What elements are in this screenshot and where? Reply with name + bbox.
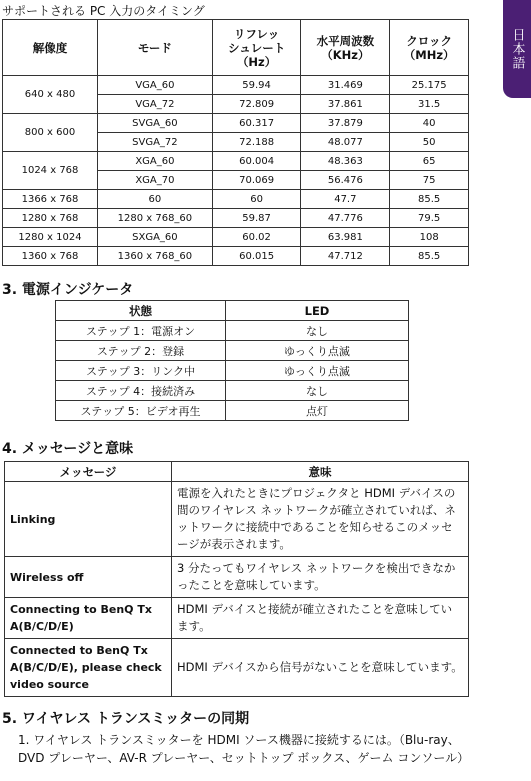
refresh-cell: 72.188 <box>212 133 301 152</box>
mode-cell: SVGA_72 <box>98 133 213 152</box>
clock-cell: 75 <box>390 171 469 190</box>
message-cell: Connecting to BenQ Tx A(B/C/D/E) <box>5 598 172 639</box>
resolution-cell: 800 x 600 <box>3 114 98 152</box>
mode-cell: 60 <box>98 190 213 209</box>
step-1-text: 1. ワイヤレス トランスミッターを HDMI ソース機器に接続するには。（Blu-ray、DVD プレーヤー、AV-R プレーヤー、セットトップ ボックス、ゲーム コンソール） <box>18 733 470 765</box>
status-cell: ステップ 5：ビデオ再生 <box>56 401 226 421</box>
horizontal-cell: 37.879 <box>301 114 390 133</box>
led-cell: ゆっくり点滅 <box>226 341 409 361</box>
horizontal-cell: 56.476 <box>301 171 390 190</box>
mode-cell: XGA_60 <box>98 152 213 171</box>
horizontal-cell: 47.7 <box>301 190 390 209</box>
clock-cell: 85.5 <box>390 190 469 209</box>
resolution-cell: 1024 x 768 <box>3 152 98 190</box>
power-indicator-table <box>55 300 409 421</box>
clock-cell: 50 <box>390 133 469 152</box>
table-row <box>56 341 409 361</box>
horizontal-cell: 47.776 <box>301 209 390 228</box>
table-row <box>3 76 469 95</box>
led-cell: なし <box>226 321 409 341</box>
message-cell: Wireless off <box>5 557 172 598</box>
refresh-cell: 60.015 <box>212 247 301 266</box>
refresh-cell: 59.87 <box>212 209 301 228</box>
mode-cell: XGA_70 <box>98 171 213 190</box>
table-row <box>56 321 409 341</box>
table-row <box>3 114 469 133</box>
status-cell: ステップ 4：接続済み <box>56 381 226 401</box>
section-5-title: 5. ワイヤレス トランスミッターの同期 <box>2 711 250 727</box>
message-table <box>4 461 469 697</box>
header-meaning: 意味 <box>172 462 469 482</box>
led-cell: なし <box>226 381 409 401</box>
table-row <box>3 209 469 228</box>
table-row <box>5 598 469 639</box>
message-cell: Connected to BenQ Tx A(B/C/D/E), please check video source <box>5 639 172 697</box>
horizontal-cell: 31.469 <box>301 76 390 95</box>
mode-cell: SXGA_60 <box>98 228 213 247</box>
table-row <box>3 228 469 247</box>
meaning-cell: HDMI デバイスから信号がないことを意味しています。 <box>172 639 469 697</box>
refresh-cell: 70.069 <box>212 171 301 190</box>
header-refresh: リフレッ シュレート （Hz） <box>212 20 301 76</box>
status-cell: ステップ 3：リンク中 <box>56 361 226 381</box>
section-3-title: 3. 電源インジケータ <box>2 282 134 298</box>
header-led: LED <box>226 301 409 321</box>
resolution-cell: 1366 x 768 <box>3 190 98 209</box>
clock-cell: 85.5 <box>390 247 469 266</box>
resolution-cell: 1360 x 768 <box>3 247 98 266</box>
resolution-cell: 1280 x 1024 <box>3 228 98 247</box>
header-mode: モード <box>98 20 213 76</box>
horizontal-cell: 47.712 <box>301 247 390 266</box>
clock-cell: 31.5 <box>390 95 469 114</box>
horizontal-cell: 63.981 <box>301 228 390 247</box>
refresh-cell: 60.317 <box>212 114 301 133</box>
horizontal-cell: 37.861 <box>301 95 390 114</box>
table-row <box>3 247 469 266</box>
horizontal-cell: 48.077 <box>301 133 390 152</box>
header-horizontal-frequency: 水平周波数 （KHz） <box>301 20 390 76</box>
section-4-title: 4. メッセージと意味 <box>2 441 134 457</box>
refresh-cell: 60.02 <box>212 228 301 247</box>
language-tab[interactable]: 日本語 <box>503 0 531 98</box>
table-row <box>56 361 409 381</box>
table-row <box>3 190 469 209</box>
status-cell: ステップ 1：電源オン <box>56 321 226 341</box>
clock-cell: 65 <box>390 152 469 171</box>
header-message: メッセージ <box>5 462 172 482</box>
intro-text: サポートされる PC 入力のタイミング <box>2 4 205 18</box>
header-resolution: 解像度 <box>3 20 98 76</box>
refresh-cell: 59.94 <box>212 76 301 95</box>
message-cell: Linking <box>5 482 172 557</box>
table-row <box>56 401 409 421</box>
mode-cell: 1360 x 768_60 <box>98 247 213 266</box>
refresh-cell: 72.809 <box>212 95 301 114</box>
led-cell: 点灯 <box>226 401 409 421</box>
resolution-cell: 1280 x 768 <box>3 209 98 228</box>
table-row <box>56 381 409 401</box>
table-row <box>3 152 469 171</box>
clock-cell: 79.5 <box>390 209 469 228</box>
meaning-cell: 3 分たってもワイヤレス ネットワークを検出できなかったことを意味しています。 <box>172 557 469 598</box>
table-row <box>5 482 469 557</box>
status-cell: ステップ 2：登録 <box>56 341 226 361</box>
refresh-cell: 60.004 <box>212 152 301 171</box>
mode-cell: VGA_60 <box>98 76 213 95</box>
meaning-cell: 電源を入れたときにプロジェクタと HDMI デバイスの間のワイヤレス ネットワークが確立されていれば、ネットワークに接続中であることを知らせるこのメッセージが表示されます。 <box>172 482 469 557</box>
led-cell: ゆっくり点滅 <box>226 361 409 381</box>
resolution-cell: 640 x 480 <box>3 76 98 114</box>
clock-cell: 25.175 <box>390 76 469 95</box>
refresh-cell: 60 <box>212 190 301 209</box>
table-row <box>5 557 469 598</box>
table-row <box>5 639 469 697</box>
timing-table <box>2 19 469 266</box>
meaning-cell: HDMI デバイスと接続が確立されたことを意味しています。 <box>172 598 469 639</box>
clock-cell: 40 <box>390 114 469 133</box>
mode-cell: VGA_72 <box>98 95 213 114</box>
clock-cell: 108 <box>390 228 469 247</box>
mode-cell: 1280 x 768_60 <box>98 209 213 228</box>
horizontal-cell: 48.363 <box>301 152 390 171</box>
mode-cell: SVGA_60 <box>98 114 213 133</box>
header-clock: クロック （MHz） <box>390 20 469 76</box>
header-status: 状態 <box>56 301 226 321</box>
